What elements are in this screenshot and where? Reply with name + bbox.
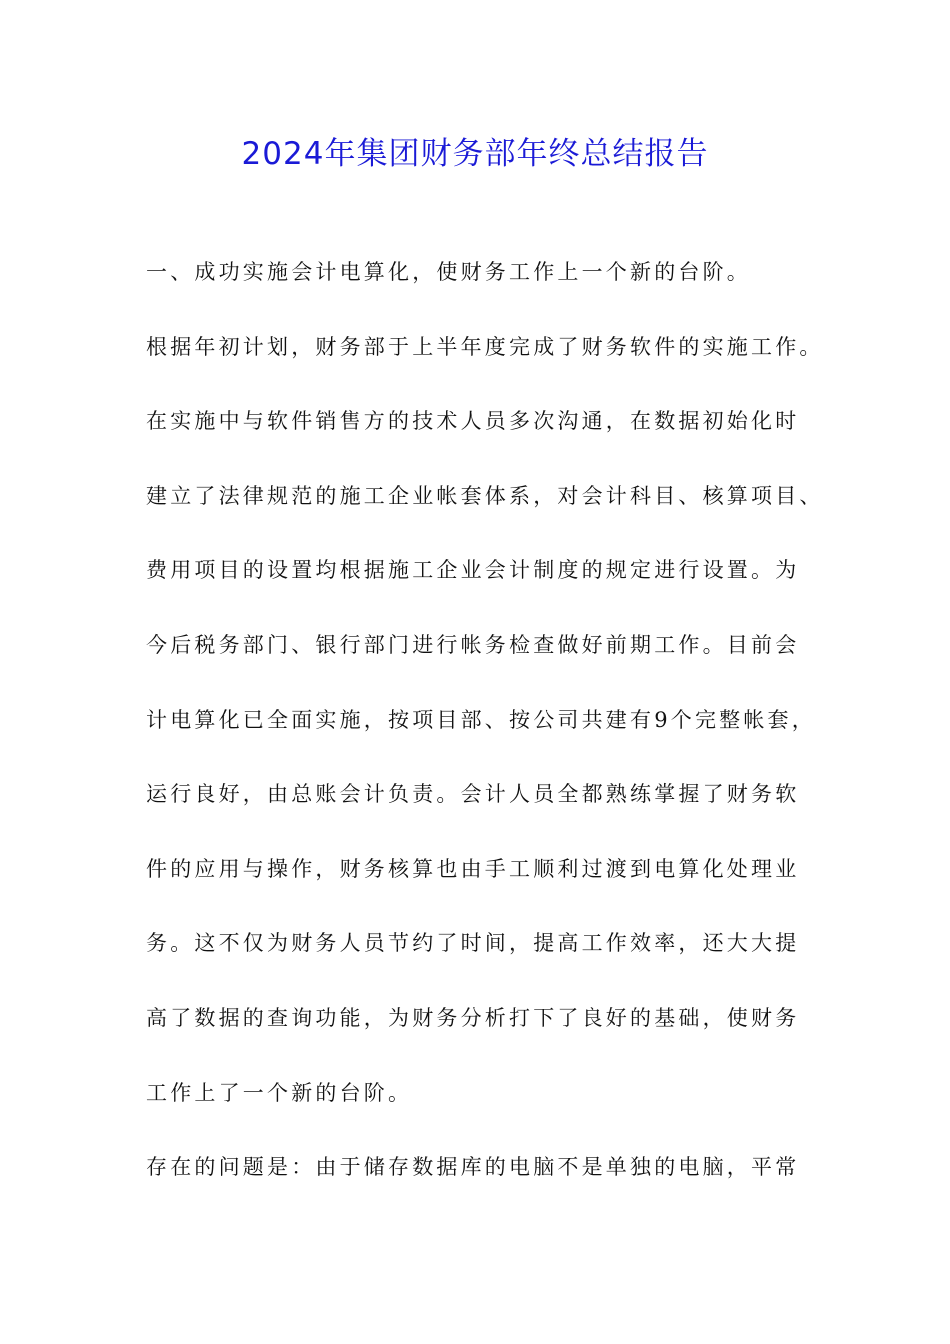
- paragraph-line: 务。这不仅为财务人员节约了时间，提高工作效率，还大大提: [146, 931, 800, 956]
- document-body: [146, 235, 826, 1205]
- paragraph-line: 运行良好，由总账会计负责。会计人员全都熟练掌握了财务软: [146, 782, 800, 807]
- paragraph-line: 计电算化已全面实施，按项目部、按公司共建有9个完整帐套，: [146, 707, 816, 732]
- section-heading: 一、成功实施会计电算化，使财务工作上一个新的台阶。: [146, 260, 751, 284]
- paragraph-line: 建立了法律规范的施工企业帐套体系，对会计科目、核算项目、: [146, 483, 824, 508]
- paragraph-line: 今后税务部门、银行部门进行帐务检查做好前期工作。目前会: [146, 632, 800, 657]
- paragraph-line: 件的应用与操作，财务核算也由手工顺利过渡到电算化处理业: [146, 856, 800, 881]
- paragraph-line: 费用项目的设置均根据施工企业会计制度的规定进行设置。为: [146, 558, 800, 583]
- paragraph-line: 在实施中与软件销售方的技术人员多次沟通，在数据初始化时: [146, 409, 800, 434]
- document-title: 2024年集团财务部年终总结报告: [241, 136, 709, 172]
- paragraph-line: 存在的问题是：由于储存数据库的电脑不是单独的电脑，平常: [146, 1155, 800, 1180]
- paragraph-line: 高了数据的查询功能，为财务分析打下了良好的基础，使财务: [146, 1005, 800, 1030]
- paragraph-line: 根据年初计划，财务部于上半年度完成了财务软件的实施工作。: [146, 334, 824, 359]
- paragraph-line: 工作上了一个新的台阶。: [146, 1080, 413, 1105]
